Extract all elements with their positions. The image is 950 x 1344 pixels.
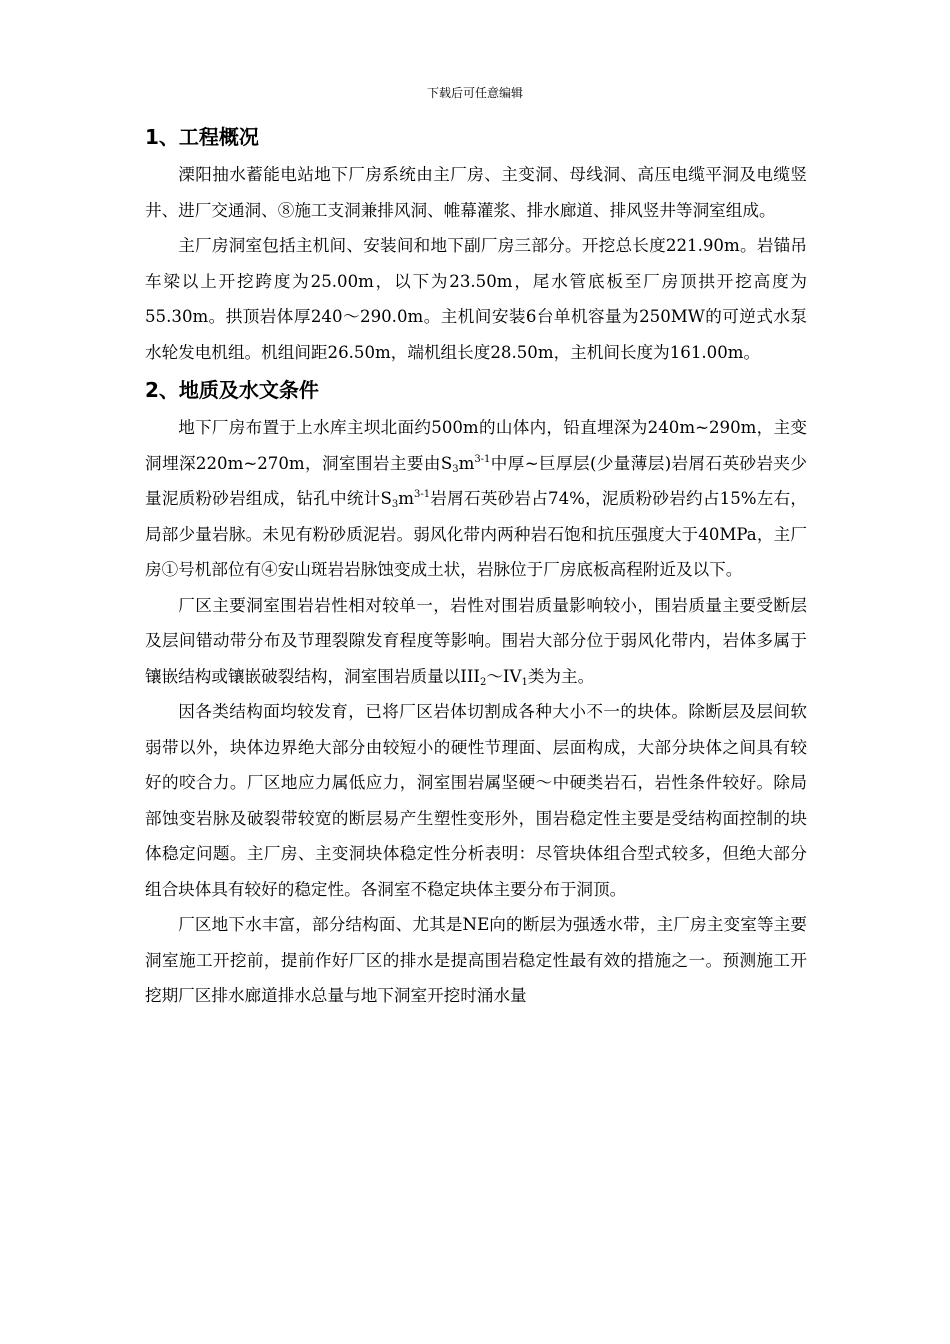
text-run: 岩屑石英砂岩占74%，泥质粉砂岩约占15%左右，局部少量岩脉。未见有粉砂质泥岩。弱风化带内两种岩石饱和抗压强度大于40MPa，主厂房①号机部位有④安山斑岩岩脉蚀变成土状，岩脉位于厂房底板高程附近及以下。 [145, 489, 807, 579]
section-2-paragraph-1 [145, 410, 807, 588]
subscript: 2 [479, 676, 487, 688]
text-run: 地下厂房布置于上水库主坝北面约500m的山体内，铅直埋深为240m~290m，主变洞埋深220m~270m，洞室围岩主要由S [145, 418, 807, 473]
section-1-paragraph-2: 主厂房洞室包括主机间、安装间和地下副厂房三部分。开挖总长度221.90m。岩锚吊车梁以上开挖跨度为25.00m，以下为23.50m，尾水管底板至厂房顶拱开挖高度为55.30m。拱顶岩体厚240～290.0m。主机间安装6台单机容量为250MW的可逆式水泵水轮发电机组。机组间距26.50m，端机组长度28.50m，主机间长度为161.00m。 [145, 236, 807, 362]
text-run: 厂区主要洞室围岩岩性相对较单一，岩性对围岩质量影响较小，围岩质量主要受断层及层间错动带分布及节理裂隙发育程度等影响。围岩大部分位于弱风化带内，岩体多属于镶嵌结构或镶嵌破裂结构，洞室围岩质量以III [145, 595, 807, 686]
subscript: 1 [521, 676, 528, 688]
header-watermark: 下载后可任意编辑 [426, 86, 523, 100]
section-2-paragraph-2 [145, 588, 807, 695]
subscript: 3 [391, 499, 399, 510]
section-1-heading: 1、工程概况 [145, 125, 259, 149]
section-2-paragraph-3: 因各类结构面均较发育，已将厂区岩体切割成各种大小不一的块体。除断层及层间软弱带以外，块体边界绝大部分由较短小的硬性节理面、层面构成，大部分块体之间具有较好的咬合力。厂区地应力属低应力，洞室围岩属坚硬～中硬类岩石，岩性条件较好。除局部蚀变岩脉及破裂带较宽的断层易产生塑性变形外，围岩稳定性主要是受结构面控制的块体稳定问题。主厂房、主变洞块体稳定性分析表明：尽管块体组合型式较多，但绝大部分组合块体具有较好的稳定性。各洞室不稳定块体主要分布于洞顶。 [145, 702, 807, 899]
superscript: 3-1 [413, 489, 431, 500]
text-run: m [458, 453, 475, 473]
document-body [145, 117, 807, 1014]
text-run: m [398, 489, 414, 508]
superscript: 3-1 [474, 453, 491, 465]
text-run: 类为主。 [527, 666, 595, 686]
subscript: 3 [452, 463, 459, 475]
section-1-paragraph-1: 溧阳抽水蓄能电站地下厂房系统由主厂房、主变洞、母线洞、高压电缆平洞及电缆竖井、进厂交通洞、⑧施工支洞兼排风洞、帷幕灌浆、排水廊道、排风竖井等洞室组成。 [145, 165, 807, 220]
text-run: 中厚~巨厚层(少量薄层)岩屑石英砂岩夹少量泥质粉砂岩组成，钻孔中统计S [145, 453, 807, 508]
section-2-heading: 2、地质及水文条件 [145, 378, 319, 402]
section-2-paragraph-4: 厂区地下水丰富，部分结构面、尤其是NE向的断层为强透水带，主厂房主变室等主要洞室施工开挖前，提前作好厂区的排水是提高围岩稳定性最有效的措施之一。预测施工开挖期厂区排水廊道排水总量与地下洞室开挖时涌水量 [145, 915, 807, 1005]
text-run: ～IV [486, 666, 522, 686]
